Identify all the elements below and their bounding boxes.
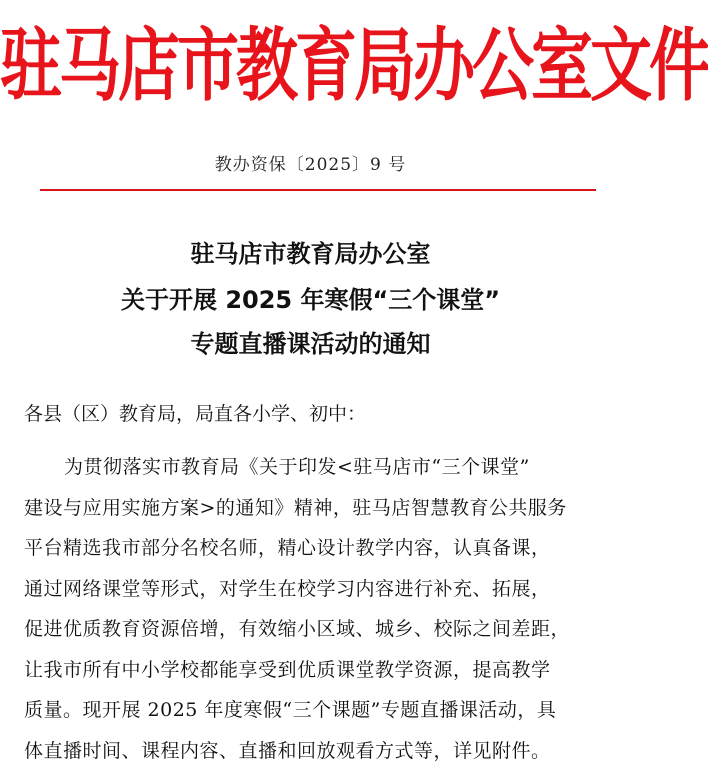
salutation: 各县（区）教育局，局直各小学、初中： [24,403,367,425]
body-line: 质量。现开展 2025 年度寒假“三个课题”专题直播课活动，具 [24,699,557,721]
body-line: 让我市所有中小学校都能享受到优质课堂教学资源，提高教学 [24,658,551,681]
body-line: 平台精选我市部分名校名师，精心设计教学内容，认真备课， [24,537,551,559]
body-line: 促进优质教育资源倍增，有效缩小区域、城乡、校际之间差距， [24,618,571,640]
body-line: 为贯彻落实市教育局《关于印发<驻马店市“三个课堂” [64,456,530,478]
notice-title-line-1: 驻马店市教育局办公室 [190,240,431,268]
body-line: 通过网络课堂等形式，对学生在校学习内容进行补充、拓展， [24,577,551,600]
document-number: 教办资保〔2025〕9 号 [214,155,407,175]
body-line: 建设与应用实施方案>的通知》精神，驻马店智慧教育公共服务 [24,496,567,519]
body-line: 体直播时间、课程内容、直播和回放观看方式等，详见附件。 [24,739,551,762]
body-paragraph [24,447,604,771]
red-separator-rule [40,189,596,191]
notice-title-line-2: 关于开展 2025 年寒假“三个课堂” [120,286,501,314]
masthead-title: 驻马店市教育局办公室文件 [0,18,708,113]
notice-title-line-3: 专题直播课活动的通知 [190,330,431,358]
